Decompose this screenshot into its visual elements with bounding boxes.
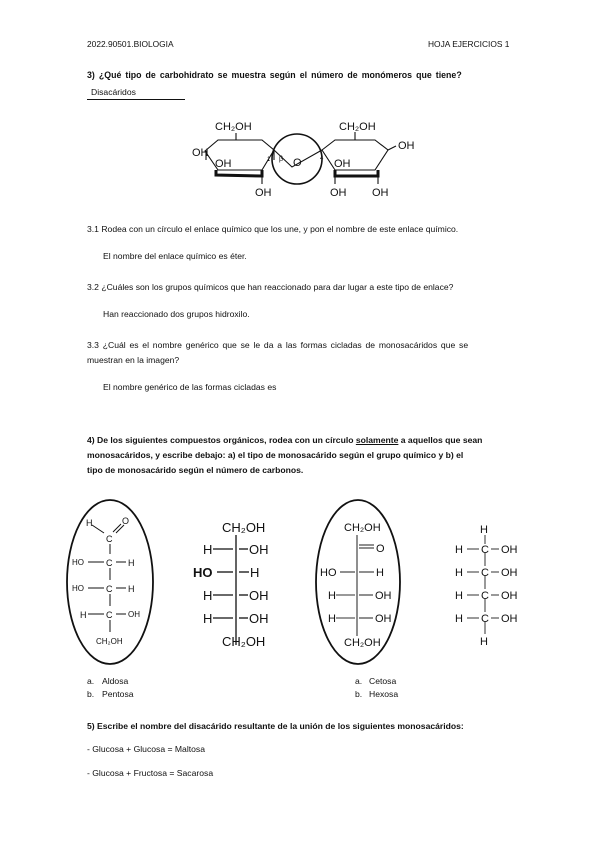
oh-right-2: OH	[330, 187, 347, 199]
answer-right-b-marker: b.	[355, 689, 363, 699]
c4-h1: H	[455, 544, 463, 556]
c3-carbonyl-o: O	[376, 543, 385, 555]
c2-top-ch2oh: CH₂OH	[222, 520, 266, 535]
q3-3-question-line1: 3.3 ¿Cuál es el nombre genérico que se le da a las formas cicladas de monosacáridos que se	[87, 340, 469, 350]
beta-label: β	[279, 156, 284, 163]
carbon-4-label: 4	[320, 156, 324, 162]
compound-ketohexose	[316, 500, 400, 664]
q4-question-line1: 4) De los siguientes compuestos orgánicos, rodea con un círculo solamente a aquellos que sean	[87, 435, 483, 445]
compound-hexose-polyol	[193, 520, 269, 649]
c4-bottom-h: H	[480, 636, 488, 648]
sheet-title: HOJA EJERCICIOS 1	[428, 39, 510, 49]
c3-h2: H	[328, 590, 336, 602]
c3-oh2: OH	[375, 590, 392, 602]
c4-h2: H	[455, 567, 463, 579]
answer-left-a: Aldosa	[102, 676, 129, 686]
c4-c: C	[106, 610, 113, 620]
c2-ho: HO	[72, 558, 84, 567]
answer-left-b: Pentosa	[102, 689, 134, 699]
c3-ho: HO	[320, 567, 337, 579]
q4-question-line2: monosacáridos, y escribe debajo: a) el tipo de monosacárido según el grupo químico y b) el	[87, 450, 464, 460]
oh-left-3: OH	[255, 187, 272, 199]
compound-polyol-4	[455, 524, 518, 648]
q5-question: 5) Escribe el nombre del disacárido resultante de la unión de los siguientes monosacáridos:	[87, 721, 464, 731]
document-code: 2022.90501.BIOLOGIA	[87, 39, 174, 49]
oh-left-1: OH	[192, 147, 209, 159]
c2-h3: H	[203, 588, 213, 603]
answer-right-a-marker: a.	[355, 676, 363, 686]
c2-c: C	[106, 558, 113, 568]
oh-right-1: OH	[334, 158, 351, 170]
c4-h: H	[80, 610, 87, 620]
c3-top-ch2oh: CH₂OH	[344, 522, 381, 534]
c2-h: H	[128, 558, 135, 568]
q3-1-answer: El nombre del enlace químico es éter.	[103, 251, 247, 261]
c4-c2: C	[481, 567, 489, 579]
oh-right-3: OH	[372, 187, 389, 199]
c4-oh2: OH	[501, 567, 518, 579]
c2-h1: H	[203, 542, 213, 557]
oh-left-2: OH	[215, 158, 232, 170]
q5-line-2: - Glucosa + Fructosa = Sacarosa	[87, 768, 214, 778]
c2-h4: H	[203, 611, 213, 626]
c2-h2: H	[250, 565, 260, 580]
q5-line-1: - Glucosa + Glucosa = Maltosa	[87, 744, 205, 754]
c3-h: H	[128, 584, 135, 594]
c3-c: C	[106, 584, 113, 594]
q3-2-answer: Han reaccionado dos grupos hidroxilo.	[103, 309, 250, 319]
bridge-oxygen: O	[293, 157, 302, 169]
q3-3-answer: El nombre genérico de las formas cicladas es	[103, 382, 277, 392]
q3-3-question-line2: muestran en la imagen?	[87, 355, 180, 365]
c4-c4: C	[481, 613, 489, 625]
q3-answer: Disacáridos	[91, 87, 136, 97]
answer-right-b: Hexosa	[369, 689, 399, 699]
c5-ch2oh: CH₂OH	[96, 637, 123, 646]
c2-oh3: OH	[249, 588, 269, 603]
q4-question-line3: tipo de monosacárido según el número de carbonos.	[87, 465, 304, 475]
c1-c: C	[106, 534, 113, 544]
compound-aldopentose	[67, 500, 153, 664]
c3-oh3: OH	[375, 613, 392, 625]
c4-oh3: OH	[501, 590, 518, 602]
c1-o: O	[122, 516, 130, 526]
carbon-1-label: 1	[267, 157, 271, 163]
c1-h: H	[86, 518, 93, 528]
oh-right-4: OH	[398, 140, 415, 152]
c4-c3: C	[481, 590, 489, 602]
ch2oh-right: CH₂OH	[339, 121, 376, 133]
c4-top-h: H	[480, 524, 488, 536]
ch2oh-left: CH₂OH	[215, 121, 252, 133]
q3-2-question: 3.2 ¿Cuáles son los grupos químicos que han reaccionado para dar lugar a este tipo de enlace?	[87, 282, 454, 292]
c4-h3: H	[455, 590, 463, 602]
answer-right-a: Cetosa	[369, 676, 397, 686]
c4-oh1: OH	[501, 544, 518, 556]
c2-ho2: HO	[193, 565, 213, 580]
c3-ho: HO	[72, 584, 84, 593]
answer-left-a-marker: a.	[87, 676, 95, 686]
q3-question: 3) ¿Qué tipo de carbohidrato se muestra según el número de monómeros que tiene?	[87, 70, 462, 80]
q3-1-question: 3.1 Rodea con un círculo el enlace químico que los une, y pon el nombre de este enlace químico.	[87, 224, 459, 234]
c2-oh4: OH	[249, 611, 269, 626]
c4-oh: OH	[128, 610, 140, 619]
c3-bottom-ch2oh: CH₂OH	[344, 637, 381, 649]
c2-bottom-ch2oh: CH₂OH	[222, 634, 266, 649]
c3-h1: H	[376, 567, 384, 579]
c4-h4: H	[455, 613, 463, 625]
c3-h3: H	[328, 613, 336, 625]
answer-left-b-marker: b.	[87, 689, 95, 699]
c2-oh1: OH	[249, 542, 269, 557]
c4-oh4: OH	[501, 613, 518, 625]
c4-c1: C	[481, 544, 489, 556]
